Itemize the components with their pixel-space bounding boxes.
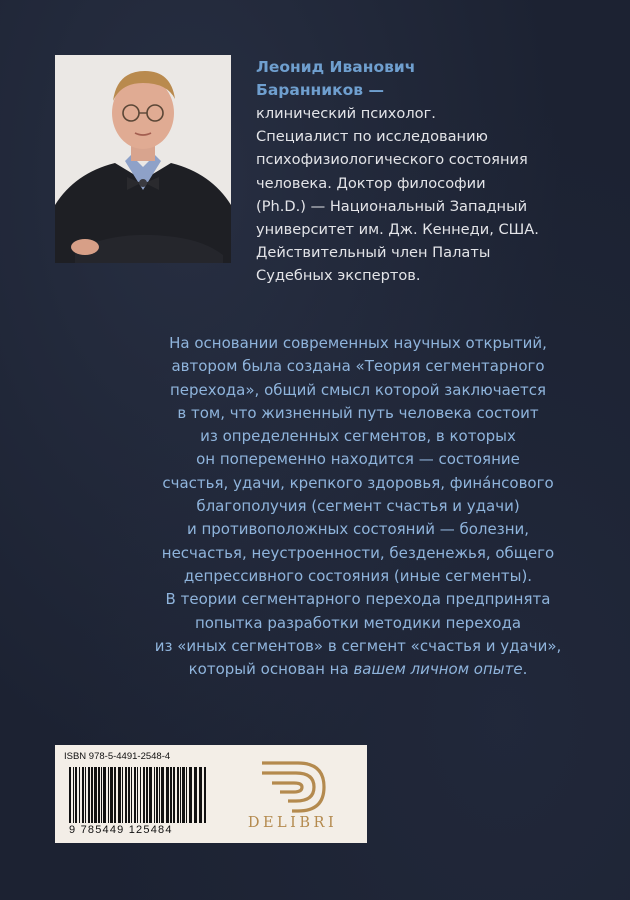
author-info (256, 56, 596, 288)
author-name-first: Леонид Иванович (256, 58, 416, 76)
isbn-label: ISBN 978-5-4491-2548-4 (64, 751, 171, 762)
description-main: На основании современных научных открытий, автором была создана «Теория сегментарного перехода», общий смысл которой заключается в том, что жизненный путь человека состоит из определенных сегментов, в которых он попеременно находится — состояние счастья, удачи, крепкого здоровья, фина́нсового благополучия (сегмент счастья и удачи) и противоположных состояний — болезни, несчастья, неустроенности, безденежья, общего депрессивного состояния (иные сегменты). В теории сегментарного перехода предпринята попытка разработки методики перехода из «иных сегментов» в сегмент «счастья и удачи», который основан на (154, 334, 562, 679)
author-portrait-image (55, 55, 231, 263)
publisher-name: DELIBRI (247, 815, 338, 831)
description-emphasis: вашем личном опыте (353, 660, 523, 679)
author-photo (55, 55, 231, 263)
publisher-logo (220, 749, 365, 841)
publisher-logo-icon (220, 749, 365, 815)
book-description (123, 332, 593, 681)
barcode-panel (55, 745, 367, 843)
description-end: . (522, 660, 528, 679)
author-name-last: Баранников — (256, 81, 384, 99)
barcode-image (69, 767, 209, 823)
author-bio: клинический психолог. Специалист по исследованию психофизиологического состояния человека. Доктор философии (Ph.D.) — Национальный Западный университет им. Дж. Кеннеди, США. Действительный член Палаты Судебных экспертов. (256, 105, 539, 285)
isbn-digits: 9 785449 125484 (69, 824, 173, 836)
